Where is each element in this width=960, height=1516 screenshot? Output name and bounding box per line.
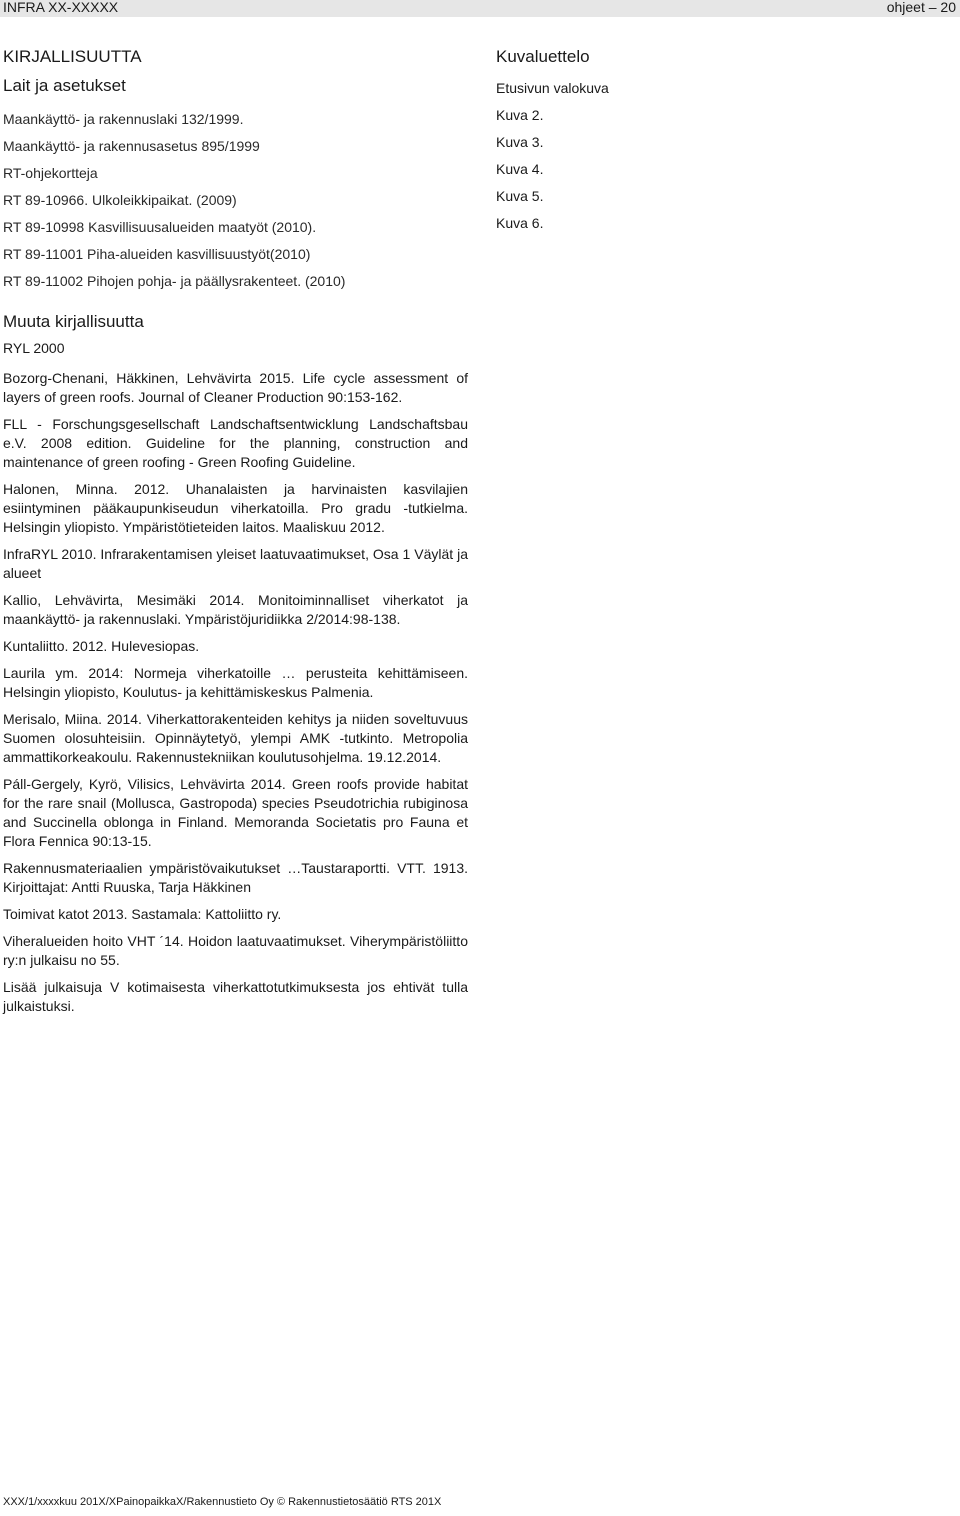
figure-item: Kuva 4. <box>496 161 544 177</box>
laws-list <box>3 106 468 295</box>
reference-item: Toimivat katot 2013. Sastamala: Kattoliitto ry. <box>3 906 282 922</box>
section-title: KIRJALLISUUTTA <box>3 47 142 66</box>
figure-item: Kuva 2. <box>496 107 544 123</box>
references-list <box>3 339 468 1016</box>
reference-item: Bozorg-Chenani, Häkkinen, Lehvävirta 2015. Life cycle assessment of layers of green roofs. Journal of Cleaner Production 90:153-162. <box>3 370 468 405</box>
footer-text: XXX/1/xxxxkuu 201X/XPainopaikkaX/Rakennustieto Oy © Rakennustietosäätiö RTS 201X <box>3 1496 442 1508</box>
other-literature-title: Muuta kirjallisuutta <box>3 312 144 331</box>
reference-item: InfraRYL 2010. Infrarakentamisen yleiset laatuvaatimukset, Osa 1 Väylät ja alueet <box>3 546 468 581</box>
reference-item: Kuntaliitto. 2012. Hulevesiopas. <box>3 638 200 654</box>
page-number: ohjeet – 20 <box>886 0 956 15</box>
reference-item: Kallio, Lehvävirta, Mesimäki 2014. Monitoiminnalliset viherkatot ja maankäyttö- ja rakennuslaki. Ympäristöjuridiikka 2/2014:98-138. <box>3 592 468 627</box>
figure-item: Kuva 3. <box>496 134 544 150</box>
law-item: Maankäyttö- ja rakennusasetus 895/1999 <box>3 138 260 154</box>
law-item: RT 89-10998 Kasvillisuusalueiden maatyöt (2010). <box>3 219 317 235</box>
figure-list-title: Kuvaluettelo <box>496 47 590 66</box>
reference-item: Rakennusmateriaalien ympäristövaikutukset …Taustaraportti. VTT. 1913. Kirjoittajat: Antti Ruuska, Tarja Häkkinen <box>3 860 468 895</box>
doc-code: INFRA XX-XXXXX <box>3 0 119 15</box>
figure-item: Kuva 6. <box>496 215 544 231</box>
figure-item: Kuva 5. <box>496 188 544 204</box>
figure-list <box>496 75 796 237</box>
law-item: Maankäyttö- ja rakennuslaki 132/1999. <box>3 111 244 127</box>
law-item: RT-ohjekortteja <box>3 165 98 181</box>
reference-item: FLL - Forschungsgesellschaft Landschaftsentwicklung Landschaftsbau e.V. 2008 edition. Guideline for the planning, construction and maintenance of green roofing - Green Roofing Guideline. <box>3 416 468 470</box>
figure-item: Etusivun valokuva <box>496 80 609 96</box>
reference-item: Viheralueiden hoito VHT ´14. Hoidon laatuvaatimukset. Viherympäristöliitto ry:n julkaisu no 55. <box>3 933 468 968</box>
left-column <box>3 46 468 1024</box>
law-item: RT 89-10966. Ulkoleikkipaikat. (2009) <box>3 192 237 208</box>
reference-item: Halonen, Minna. 2012. Uhanalaisten ja harvinaisten kasvilajien esiintyminen pääkaupunkiseudun viherkatoilla. Pro gradu -tutkielma. Helsingin yliopisto. Ympäristötieteiden laitos. Maaliskuu 2012. <box>3 481 468 535</box>
header-bar <box>0 0 960 17</box>
right-column <box>496 46 796 237</box>
reference-item: RYL 2000 <box>3 340 65 356</box>
reference-item: Páll-Gergely, Kyrö, Vilisics, Lehvävirta 2014. Green roofs provide habitat for the rare snail (Mollusca, Gastropoda) species Pseudotrichia rubiginosa and Succinella oblonga in Finland. Memoranda Societatis pro Fauna et Flora Fennica 90:13-15. <box>3 776 468 849</box>
laws-title: Lait ja asetukset <box>3 76 126 95</box>
reference-item: Lisää julkaisuja V kotimaisesta viherkattotutkimuksesta jos ehtivät tulla julkaistuksi. <box>3 979 468 1014</box>
law-item: RT 89-11001 Piha-alueiden kasvillisuustyöt(2010) <box>3 246 311 262</box>
reference-item: Laurila ym. 2014: Normeja viherkatoille … perusteita kehittämiseen. Helsingin yliopisto, Koulutus- ja kehittämiskeskus Palmenia. <box>3 665 468 700</box>
reference-item: Merisalo, Miina. 2014. Viherkattorakenteiden kehitys ja niiden soveltuvuus Suomen olosuhteisiin. Opinnäytetyö, ylempi AMK -tutkinto. Metropolia ammattikorkeakoulu. Rakennustekniikan koulutusohjelma. 19.12.2014. <box>3 711 468 765</box>
law-item: RT 89-11002 Pihojen pohja- ja päällysrakenteet. (2010) <box>3 273 346 289</box>
